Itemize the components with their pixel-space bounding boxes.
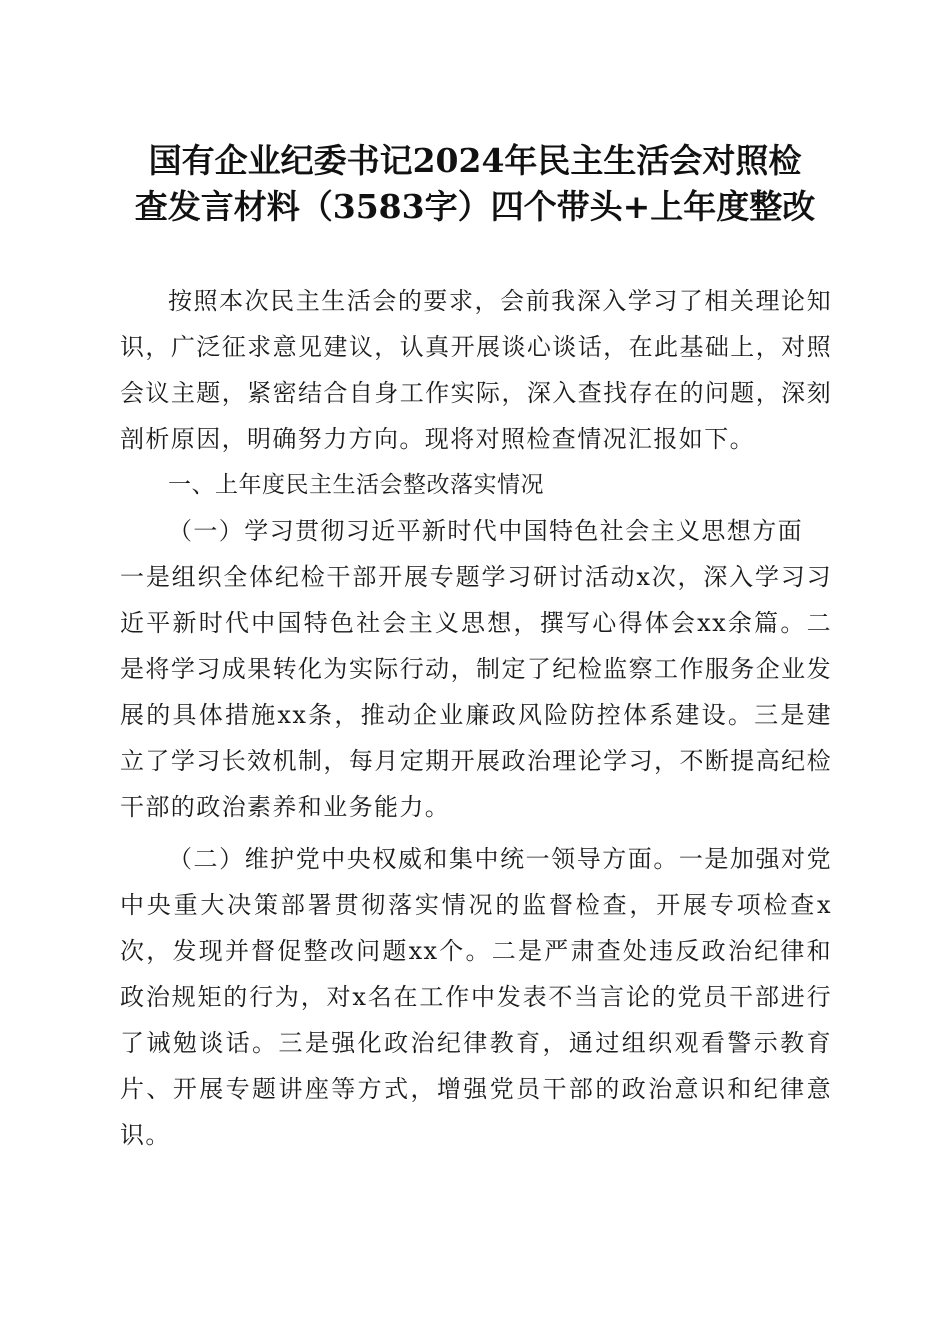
- intro-paragraph: 按照本次民主生活会的要求，会前我深入学习了相关理论知识，广泛征求意见建议，认真开展谈心谈话，在此基础上，对照会议主题，紧密结合自身工作实际，深入查找存在的问题，深刻剖析原因，明确努力方向。现将对照检查情况汇报如下。: [120, 287, 832, 453]
- title-line-1: 国有企业纪委书记2024年民主生活会对照检: [148, 141, 802, 180]
- subsection-2-paragraph: （二）维护党中央权威和集中统一领导方面。一是加强对党中央重大决策部署贯彻落实情况的监督检查，开展专项检查x次，发现并督促整改问题xx个。二是严肃查处违反政治纪律和政治规矩的行为，对x名在工作中发表不当言论的党员干部进行了诫勉谈话。三是强化政治纪律教育，通过组织观看警示教育片、开展专题讲座等方式，增强党员干部的政治意识和纪律意识。: [120, 845, 832, 1149]
- document-title: [100, 138, 850, 230]
- subsection-1-body: 一是组织全体纪检干部开展专题学习研讨活动x次，深入学习习近平新时代中国特色社会主义思想，撰写心得体会xx余篇。二是将学习成果转化为实际行动，制定了纪检监察工作服务企业发展的具体措施xx条，推动企业廉政风险防控体系建设。三是建立了学习长效机制，每月定期开展政治理论学习，不断提高纪检干部的政治素养和业务能力。: [120, 563, 832, 821]
- subsection-heading-1: （一）学习贯彻习近平新时代中国特色社会主义思想方面: [168, 517, 803, 545]
- section-heading-1: 一、上年度民主生活会整改落实情况: [168, 472, 544, 498]
- document-body: [120, 278, 832, 1158]
- title-line-2: 查发言材料（3583字）四个带头+上年度整改: [134, 187, 816, 226]
